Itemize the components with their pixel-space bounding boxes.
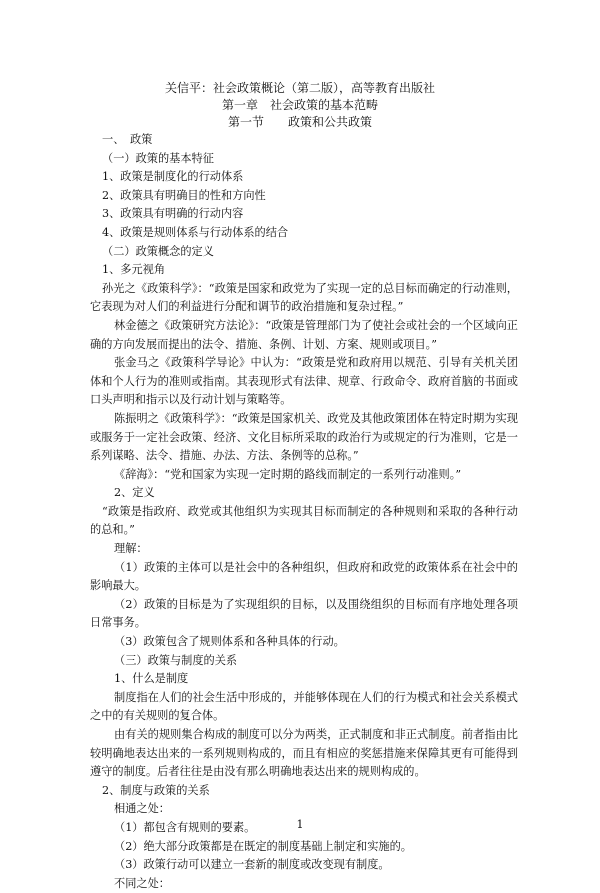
label-understanding: 理解： bbox=[114, 542, 148, 556]
quote-paragraph: 陈振明之《政策科学》：“政策是国家机关、政党及其他政策团体在特定时期为实现或服务于一定社会政策、经济、文化目标所采取的政治行为或规定的行为准则，它是一系列谋略、法令、措施、办法、方法、条例等的总称。” bbox=[90, 411, 518, 463]
quote-paragraph: 林金德之《政策研究方法论》：“政策是管理部门为了使社会或社会的一个区域向正确的方向发展而提出的法令、措施、条例、计划、方案、规则或项目。” bbox=[90, 318, 518, 351]
chapter-title: 第一章 社会政策的基本范畴 bbox=[221, 98, 378, 112]
understanding-item: （3）政策包含了规则体系和各种具体的行动。 bbox=[114, 635, 345, 649]
quote-paragraph: 《辞海》：“党和国家为实现一定时期的路线而制定的一系列行动准则。” bbox=[114, 467, 462, 481]
understanding-item: （1）政策的主体可以是社会中的各种组织，但政府和政党的政策体系在社会中的影响最大。 bbox=[90, 560, 518, 593]
item-what-is-institution: 1、什么是制度 bbox=[114, 672, 189, 686]
feature-item: 1、政策是制度化的行动体系 bbox=[102, 170, 244, 184]
body-paragraph: 制度指在人们的社会生活中形成的，并能够体现在人们的行为模式和社会关系模式之中的有关规则的复合体。 bbox=[90, 690, 518, 723]
similarity-item: （1）都包含有规则的要素。 bbox=[114, 820, 256, 834]
feature-item: 4、政策是规则体系与行动体系的结合 bbox=[102, 225, 289, 239]
similarity-item: （2）绝大部分政策都是在既定的制度基础上制定和实施的。 bbox=[114, 839, 412, 853]
body-text bbox=[90, 131, 518, 893]
item-relation: 2、制度与政策的关系 bbox=[102, 783, 210, 797]
quote-paragraph: 孙光之《政策科学》：“政策是国家和政党为了实现一定的总目标而确定的行动准则，它表现为对人们的利益进行分配和调节的政治措施和复杂过程。” bbox=[90, 281, 518, 314]
understanding-item: （2）政策的目标是为了实现组织的目标，以及围绕组织的目标而有序地处理各项日常事务。 bbox=[90, 597, 518, 630]
similarity-item: （3）政策行动可以建立一套新的制度或改变现有制度。 bbox=[114, 858, 390, 872]
quote-paragraph: 张金马之《政策科学导论》中认为：“政策是党和政府用以规范、引导有关机关团体和个人行为的准则或指南。其表现形式有法律、规章、行政命令、政府首脑的书面或口头声明和指示以及行动计划与策略等。 bbox=[90, 356, 518, 407]
subheading-features: （一）政策的基本特征 bbox=[102, 151, 214, 165]
body-paragraph: 由有关的规则集合构成的制度可以分为两类，正式制度和非正式制度。前者指由比较明确地表达出来的一系列规则构成的，而且有相应的奖惩措施来保障其更有可能得到遵守的制度。后者往往是由没有那么明确地表达出来的规则构成的。 bbox=[90, 728, 518, 779]
heading-policy: 一、 政策 bbox=[102, 133, 153, 146]
page-number: 1 bbox=[296, 818, 304, 831]
subheading-definition: （二）政策概念的定义 bbox=[102, 244, 214, 258]
citation-line: 关信平：社会政策概论（第二版），高等教育出版社 bbox=[164, 81, 435, 95]
feature-item: 2、政策具有明确目的性和方向性 bbox=[102, 188, 266, 202]
item-definition: 2、定义 bbox=[114, 486, 155, 500]
label-similarities: 相通之处： bbox=[114, 802, 170, 816]
definition-quote: “政策是指政府、政党或其他组织为实现其目标而制定的各种规则和采取的各种行动的总和。” bbox=[90, 504, 518, 537]
feature-item: 3、政策具有明确的行动内容 bbox=[102, 207, 244, 221]
label-differences: 不同之处： bbox=[114, 876, 170, 890]
item-perspectives: 1、多元视角 bbox=[102, 263, 166, 277]
subheading-relation: （三）政策与制度的关系 bbox=[114, 653, 238, 667]
section-title: 第一节 政策和公共政策 bbox=[227, 115, 372, 129]
